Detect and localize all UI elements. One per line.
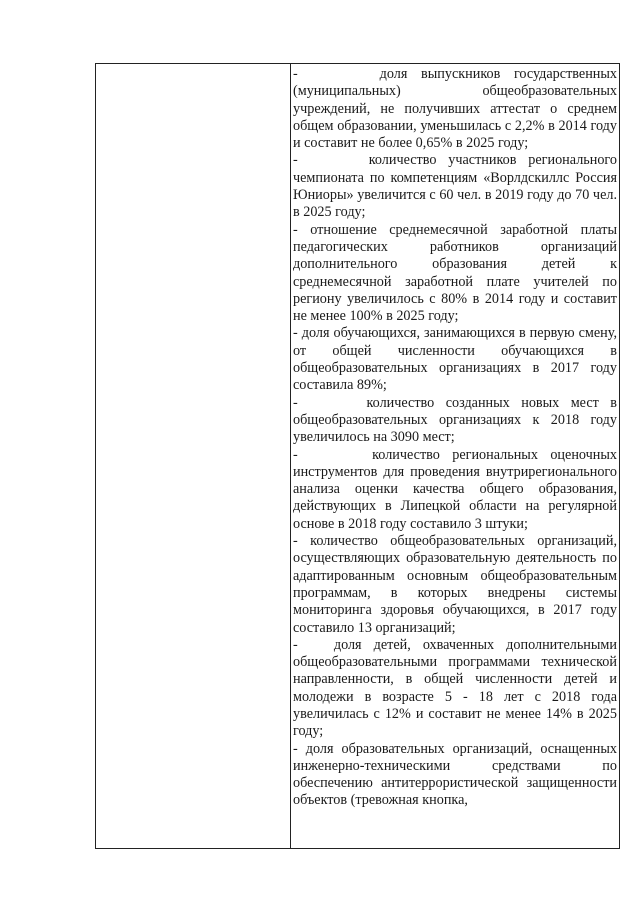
indicator-paragraph: - доля образовательных организаций, оснащенных инженерно-техническими средствами по обеспечению антитеррористической защищенности объектов (тревожная кнопка, [293, 740, 617, 809]
indicator-paragraph: - количество созданных новых мест в общеобразовательных организациях к 2018 году увеличилось на 3090 мест; [293, 394, 617, 446]
indicator-paragraph: - количество региональных оценочных инструментов для проведения внутрирегионального анализа оценки качества общего образования, действующих в Липецкой области на регулярной основе в 2018 году составило 3 штуки; [293, 446, 617, 532]
indicator-paragraph: - доля детей, охваченных дополнительными общеобразовательными программами технической направленности, в общей численности детей и молодежи в возрасте 5 - 18 лет с 2018 года увеличилась с 12% и составит не менее 14% в 2025 году; [293, 636, 617, 740]
indicator-paragraph: - доля выпускников государственных (муниципальных) общеобразовательных учреждений, не получивших аттестат о среднем общем образовании, уменьшилась с 2,2% в 2014 году и составит не более 0,65% в 2025 году; [293, 66, 617, 152]
indicator-paragraph: - доля обучающихся, занимающихся в первую смену, от общей численности обучающихся в общеобразовательных организациях в 2017 году составила 89%; [293, 325, 617, 394]
indicator-paragraph: - количество участников регионального чемпионата по компетенциям «Ворлдскиллс Россия Юниоры» увеличится с 60 чел. в 2019 году до 70 чел. в 2025 году; [293, 152, 617, 221]
document-table [95, 63, 620, 849]
indicator-paragraph: - количество общеобразовательных организаций, осуществляющих образовательную деятельность по адаптированным основным общеобразовательным программам, в которых внедрены системы мониторинга здоровья обучающихся, в 2017 году составило 13 организаций; [293, 533, 617, 636]
table-left-column [96, 64, 291, 848]
table-right-column [291, 64, 619, 848]
indicator-paragraph: - отношение среднемесячной заработной платы педагогических работников организаций дополнительного образования детей к среднемесячной заработной плате учителей по региону увеличилось с 80% в 2014 году и составит не менее 100% в 2025 году; [293, 221, 617, 325]
